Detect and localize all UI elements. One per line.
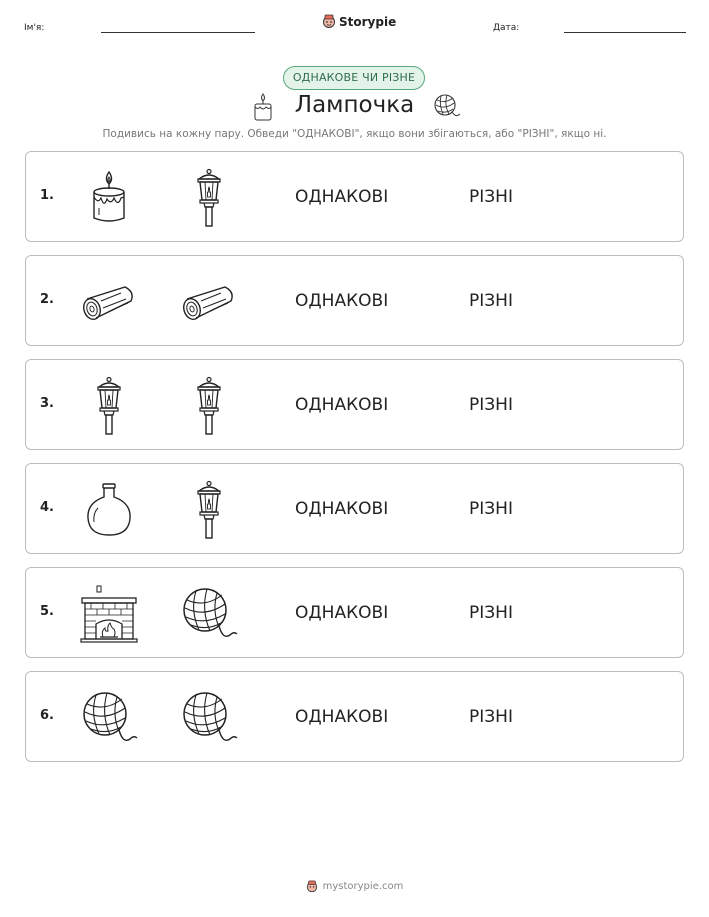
instructions: Подивись на кожну пару. Обведи "ОДНАКОВІ", якщо вони збігаються, або "РІЗНІ", якщо ні. [102, 128, 607, 140]
round-flask-icon [79, 480, 139, 540]
exercise-row [25, 255, 684, 346]
log-icon [79, 272, 139, 332]
row-number: 1. [40, 188, 54, 203]
yarn-ball-icon [79, 688, 139, 748]
worksheet-title: Лампочка [294, 92, 415, 118]
yarn-ball-icon [179, 688, 239, 748]
row-number: 3. [40, 396, 54, 411]
footer-url[interactable]: mystorypie.com [322, 881, 404, 892]
brand-name: Storypie [339, 14, 397, 29]
worksheet-type-badge: ОДНАКОВЕ ЧИ РІЗНЕ [283, 66, 425, 90]
row-number: 4. [40, 500, 54, 515]
row-number: 5. [40, 604, 54, 619]
row-number: 2. [40, 292, 54, 307]
row-number: 6. [40, 708, 54, 723]
name-label: Ім'я: [24, 23, 45, 33]
exercise-row [25, 671, 684, 762]
different-option[interactable]: РІЗНІ [469, 499, 513, 519]
different-option[interactable]: РІЗНІ [469, 707, 513, 727]
date-label: Дата: [493, 23, 520, 33]
storypie-mascot-icon [322, 14, 336, 29]
candle-icon [79, 168, 139, 228]
worksheet-header [0, 14, 709, 44]
storypie-mascot-icon [306, 880, 318, 893]
different-option[interactable]: РІЗНІ [469, 395, 513, 415]
exercise-row [25, 359, 684, 450]
same-option[interactable]: ОДНАКОВІ [295, 603, 389, 623]
lantern-icon [79, 376, 139, 436]
log-icon [179, 272, 239, 332]
exercise-row [25, 463, 684, 554]
date-line[interactable] [564, 32, 686, 33]
footer [0, 880, 709, 893]
lantern-icon [179, 480, 239, 540]
exercise-row [25, 567, 684, 658]
different-option[interactable]: РІЗНІ [469, 603, 513, 623]
fireplace-icon [79, 584, 139, 644]
exercise-row [25, 151, 684, 242]
same-option[interactable]: ОДНАКОВІ [295, 499, 389, 519]
lantern-icon [179, 376, 239, 436]
same-option[interactable]: ОДНАКОВІ [295, 291, 389, 311]
lantern-icon [179, 168, 239, 228]
brand-logo [322, 14, 396, 29]
same-option[interactable]: ОДНАКОВІ [295, 187, 389, 207]
different-option[interactable]: РІЗНІ [469, 187, 513, 207]
same-option[interactable]: ОДНАКОВІ [295, 707, 389, 727]
yarn-ball-icon [432, 92, 462, 120]
different-option[interactable]: РІЗНІ [469, 291, 513, 311]
same-option[interactable]: ОДНАКОВІ [295, 395, 389, 415]
name-line[interactable] [101, 32, 255, 33]
yarn-ball-icon [179, 584, 239, 644]
